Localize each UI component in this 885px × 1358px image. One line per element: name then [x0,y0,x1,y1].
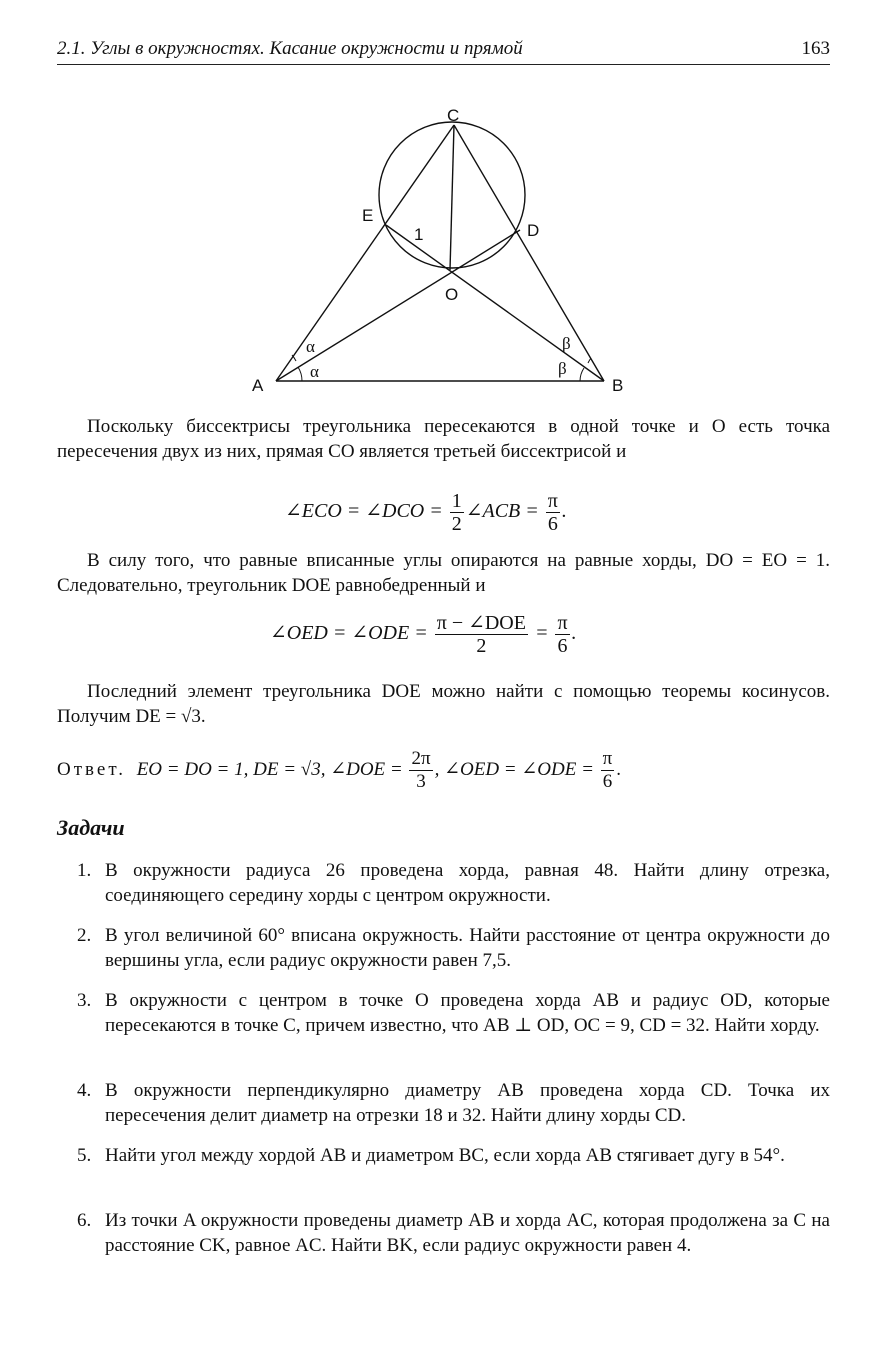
task-item: 2. В угол величиной 60° вписана окружность. Найти расстояние от центра окружности до вершины угла, если радиус окружности равен 7,5. [77,925,830,971]
fraction-two-pi-third: $\frac{2\pi}{3}$ [411,748,431,792]
label-o: O [445,285,459,304]
angle-arc-b-outer [588,358,591,363]
section-title-tasks: Задачи [57,815,125,840]
label-alpha-upper: α [306,337,315,356]
paragraph-cosine-theorem: Последний элемент треугольника DOE можно найти с помощью теоремы косинусов. Получим DE = √3. [57,681,830,727]
label-one: 1 [414,225,424,244]
page-number: 163 [801,38,830,59]
task-item: 5. Найти угол между хордой AB и диаметром BC, если хорда AB стягивает дугу в 54°. [77,1145,785,1166]
answer-label: Ответ. [57,758,126,780]
bisector-ad [276,230,520,381]
task-item: 3. В окружности с центром в точке O проведена хорда AB и радиус OD, которые пересекаются в точке C, причем известно, что AB ⊥ OD, OC = 9, CD = 32. Найти хорду. [77,990,830,1036]
angle-arc-b-inner [580,368,584,381]
label-beta-upper: β [562,334,571,353]
fraction-pi-minus-doe: $\frac{\text{π − ∠DOE}}{2}$ [436,612,526,657]
task-item: 4. В окружности перпендикулярно диаметру AB проведена хорда CD. Точка их пересечения делит диаметр на отрезки 18 и 32. Найти длину хорды CD. [77,1080,830,1126]
segment-co [450,125,454,270]
paragraph-bisectors: Поскольку биссектрисы треугольника пересекаются в одной точке и O есть точка пересечения двух из них, прямая CO является третьей биссектрисой и [57,416,830,462]
formula-oed-ode: ∠OED = ∠ODE = $\frac{\text{π − ∠DOE}}{2}$ = $\frac{\pi}{6}$ . [270,612,577,657]
angle-arc-a-inner [298,367,302,381]
fraction-pi-sixth-3: $\frac{\pi}{6}$ [602,748,613,792]
label-beta-lower: β [558,359,567,378]
side-bc [454,125,604,381]
task-item: 1. В окружности радиуса 26 проведена хорда, равная 48. Найти длину отрезка, соединяющего середину хорды с центром окружности. [77,860,830,906]
fraction-pi-sixth: $\frac{\pi}{6}$ [547,490,558,535]
task-item: 6. Из точки A окружности проведены диаметр AB и хорда AC, которая продолжена за C на расстояние CK, равное AC. Найти BK, если радиус окружности равен 4. [77,1210,830,1256]
fraction-pi-sixth-2: $\frac{\pi}{6}$ [557,612,568,657]
answer-line: Ответ. EO = DO = 1, DE = √3, ∠DOE = $\frac{2\pi}{3}$ , ∠OED = ∠ODE = $\frac{\pi}{6}$ . [57,748,622,792]
paragraph-equal-chords: В силу того, что равные вписанные углы опираются на равные хорды, DO = EO = 1. Следовательно, треугольник DOE равнобедренный и [57,550,830,596]
bisector-be [386,225,604,381]
geometry-figure [240,100,660,400]
side-ac [276,125,454,381]
running-title: 2.1. Углы в окружностях. Касание окружности и прямой [57,38,523,59]
label-c: C [447,106,460,125]
label-b: B [612,376,624,395]
fraction-one-half: $\frac{1}{2}$ [451,490,462,535]
label-a: A [252,376,264,395]
label-alpha-lower: α [310,362,319,381]
label-e: E [362,206,374,225]
label-d: D [527,221,540,240]
page-header [57,34,830,65]
formula-eco-dco: ∠ECO = ∠DCO = $\frac{1}{2}$ ∠ACB = $\frac{\pi}{6}$ . [285,490,567,535]
